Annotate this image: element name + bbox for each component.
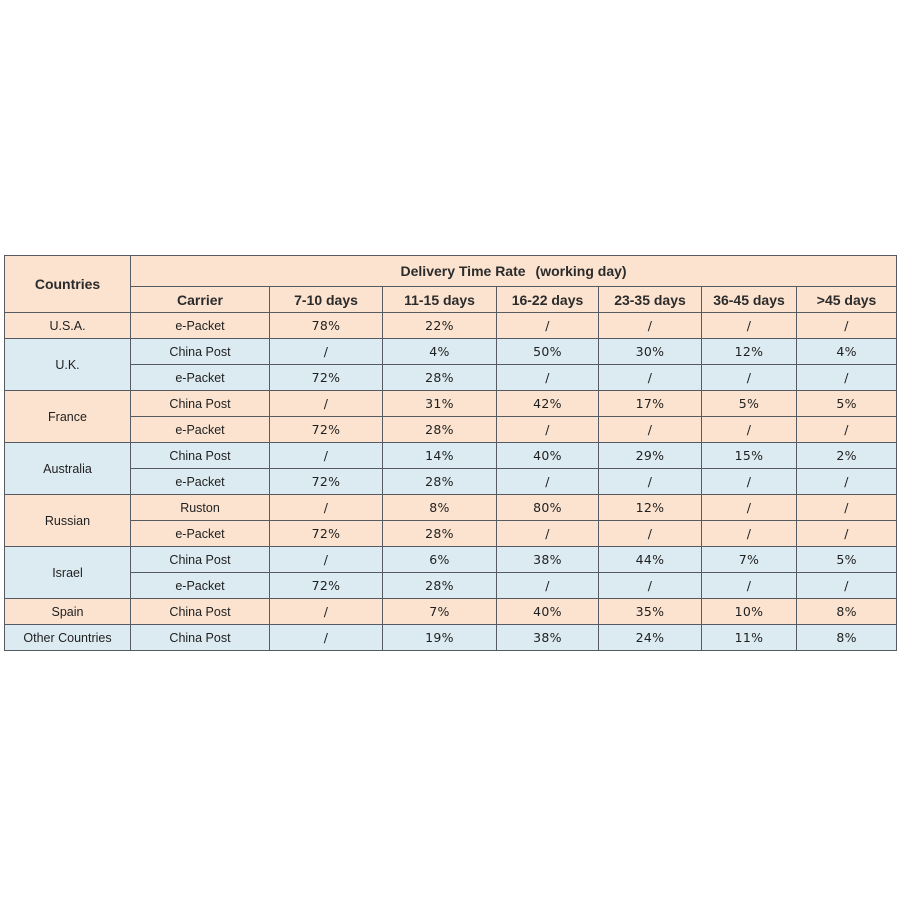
table-row: [5, 573, 897, 599]
rate-cell: /: [270, 547, 383, 573]
rate-cell: /: [270, 625, 383, 651]
range-header: >45 days: [797, 287, 897, 313]
table-row: [5, 599, 897, 625]
rate-cell: 28%: [383, 521, 497, 547]
rate-cell: 4%: [797, 339, 897, 365]
rate-cell: /: [497, 365, 599, 391]
rate-cell: /: [702, 313, 797, 339]
country-cell: Israel: [5, 547, 131, 599]
range-header: 7-10 days: [270, 287, 383, 313]
rate-cell: /: [797, 469, 897, 495]
rate-cell: 28%: [383, 573, 497, 599]
table-row: [5, 625, 897, 651]
rate-cell: 35%: [599, 599, 702, 625]
rate-cell: 7%: [383, 599, 497, 625]
rate-cell: 10%: [702, 599, 797, 625]
rate-cell: 4%: [383, 339, 497, 365]
rate-cell: 2%: [797, 443, 897, 469]
rate-cell: /: [270, 495, 383, 521]
rate-cell: 42%: [497, 391, 599, 417]
rate-cell: 44%: [599, 547, 702, 573]
carrier-cell: e-Packet: [131, 573, 270, 599]
delivery-header-note: (working day): [535, 263, 627, 279]
rate-cell: 8%: [797, 599, 897, 625]
rate-cell: /: [270, 599, 383, 625]
rate-cell: 8%: [383, 495, 497, 521]
rate-cell: /: [599, 365, 702, 391]
rate-cell: 5%: [702, 391, 797, 417]
countries-header: Countries: [5, 256, 131, 313]
rate-cell: 80%: [497, 495, 599, 521]
carrier-cell: China Post: [131, 443, 270, 469]
rate-cell: 78%: [270, 313, 383, 339]
rate-cell: 6%: [383, 547, 497, 573]
rate-cell: /: [797, 495, 897, 521]
rate-cell: /: [497, 469, 599, 495]
rate-cell: /: [702, 521, 797, 547]
rate-cell: /: [797, 521, 897, 547]
rate-cell: 38%: [497, 625, 599, 651]
rate-cell: 40%: [497, 599, 599, 625]
rate-cell: /: [270, 391, 383, 417]
country-cell: U.S.A.: [5, 313, 131, 339]
rate-cell: 28%: [383, 417, 497, 443]
rate-cell: 19%: [383, 625, 497, 651]
rate-cell: 15%: [702, 443, 797, 469]
country-cell: Other Countries: [5, 625, 131, 651]
rate-cell: 28%: [383, 469, 497, 495]
rate-cell: 17%: [599, 391, 702, 417]
table-body: [5, 313, 897, 651]
table-row: [5, 391, 897, 417]
range-header: 11-15 days: [383, 287, 497, 313]
rate-cell: 8%: [797, 625, 897, 651]
country-cell: France: [5, 391, 131, 443]
carrier-cell: e-Packet: [131, 417, 270, 443]
rate-cell: /: [702, 365, 797, 391]
rate-cell: 7%: [702, 547, 797, 573]
country-cell: Australia: [5, 443, 131, 495]
rate-cell: /: [702, 495, 797, 521]
rate-cell: 40%: [497, 443, 599, 469]
table-row: [5, 365, 897, 391]
carrier-cell: China Post: [131, 625, 270, 651]
rate-cell: 12%: [599, 495, 702, 521]
carrier-cell: China Post: [131, 599, 270, 625]
carrier-cell: China Post: [131, 391, 270, 417]
rate-cell: 11%: [702, 625, 797, 651]
rate-cell: /: [797, 573, 897, 599]
rate-cell: /: [599, 313, 702, 339]
delivery-time-rate-header: [131, 256, 897, 287]
rate-cell: /: [270, 339, 383, 365]
country-cell: U.K.: [5, 339, 131, 391]
rate-cell: 12%: [702, 339, 797, 365]
rate-cell: 72%: [270, 365, 383, 391]
rate-cell: /: [599, 521, 702, 547]
rate-cell: 22%: [383, 313, 497, 339]
carrier-cell: e-Packet: [131, 313, 270, 339]
rate-cell: 72%: [270, 573, 383, 599]
rate-cell: 5%: [797, 391, 897, 417]
table-row: [5, 495, 897, 521]
rate-cell: 31%: [383, 391, 497, 417]
rate-cell: 29%: [599, 443, 702, 469]
rate-cell: 72%: [270, 521, 383, 547]
range-header: 23-35 days: [599, 287, 702, 313]
table-row: [5, 313, 897, 339]
rate-cell: 72%: [270, 417, 383, 443]
range-header: 36-45 days: [702, 287, 797, 313]
carrier-cell: Ruston: [131, 495, 270, 521]
rate-cell: /: [797, 313, 897, 339]
table-row: [5, 521, 897, 547]
rate-cell: 14%: [383, 443, 497, 469]
table-row: [5, 417, 897, 443]
rate-cell: 38%: [497, 547, 599, 573]
rate-cell: /: [702, 573, 797, 599]
rate-cell: /: [797, 417, 897, 443]
carrier-cell: e-Packet: [131, 521, 270, 547]
country-cell: Russian: [5, 495, 131, 547]
carrier-cell: China Post: [131, 339, 270, 365]
delivery-header-title: Delivery Time Rate: [400, 263, 526, 279]
rate-cell: /: [497, 573, 599, 599]
rate-cell: /: [797, 365, 897, 391]
carrier-cell: e-Packet: [131, 469, 270, 495]
delivery-rate-table: [4, 255, 897, 651]
rate-cell: /: [702, 469, 797, 495]
rate-cell: /: [497, 313, 599, 339]
rate-cell: 5%: [797, 547, 897, 573]
rate-cell: 30%: [599, 339, 702, 365]
rate-cell: 28%: [383, 365, 497, 391]
rate-cell: 50%: [497, 339, 599, 365]
carrier-header: Carrier: [131, 287, 270, 313]
range-header: 16-22 days: [497, 287, 599, 313]
rate-cell: /: [497, 417, 599, 443]
rate-cell: /: [599, 469, 702, 495]
rate-cell: /: [702, 417, 797, 443]
table-row: [5, 339, 897, 365]
carrier-cell: e-Packet: [131, 365, 270, 391]
table-row: [5, 547, 897, 573]
rate-cell: 72%: [270, 469, 383, 495]
rate-cell: /: [270, 443, 383, 469]
rate-cell: /: [599, 417, 702, 443]
rate-cell: /: [599, 573, 702, 599]
rate-cell: /: [497, 521, 599, 547]
carrier-cell: China Post: [131, 547, 270, 573]
country-cell: Spain: [5, 599, 131, 625]
table-row: [5, 443, 897, 469]
table-row: [5, 469, 897, 495]
rate-cell: 24%: [599, 625, 702, 651]
